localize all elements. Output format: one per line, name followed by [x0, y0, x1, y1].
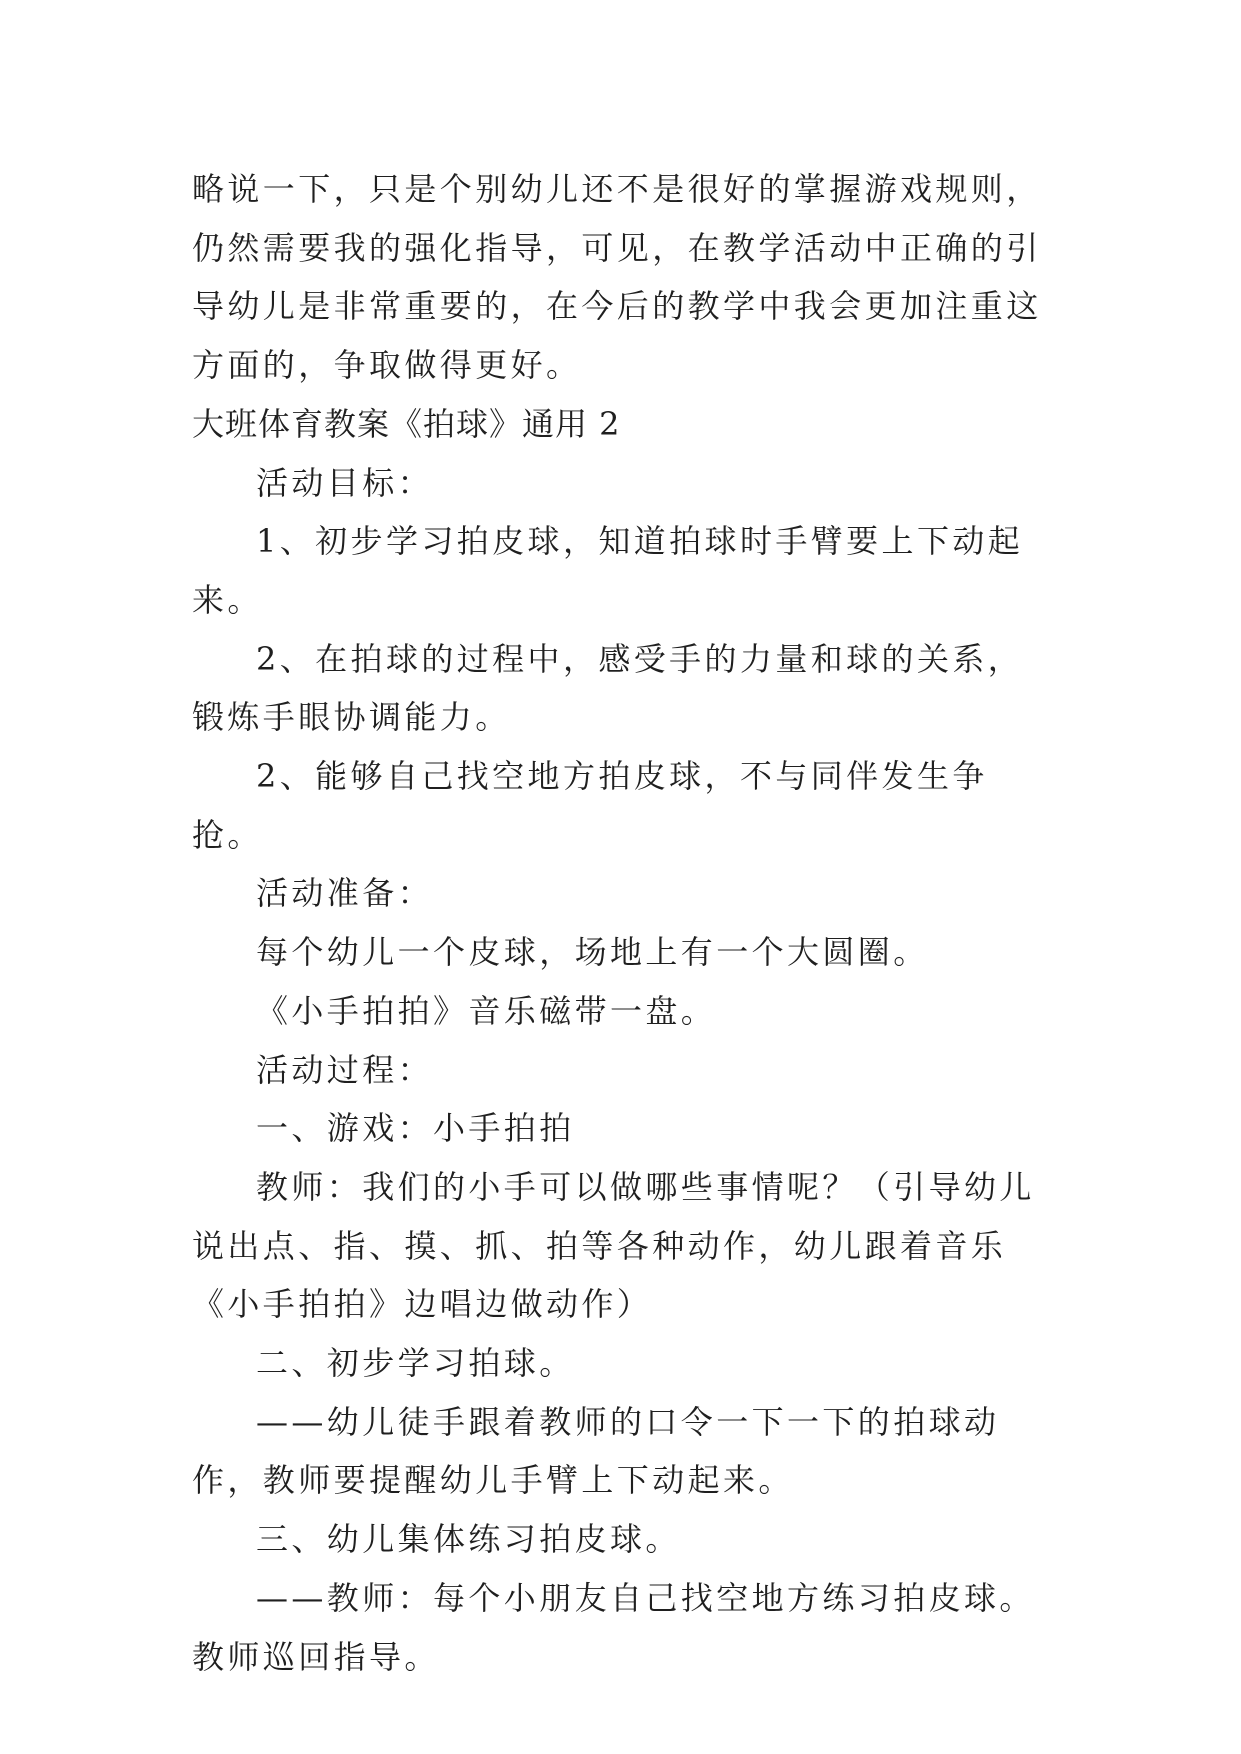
heading-activity-preparation: 活动准备：	[256, 874, 434, 913]
goal-item-1: 1、初步学习拍皮球，知道拍球时手臂要上下动起来。	[192, 522, 1024, 619]
heading-activity-goals: 活动目标：	[256, 463, 434, 502]
document-body	[192, 160, 1054, 1686]
process-step-2-detail: ——幼儿徒手跟着教师的口令一下一下的拍球动作，教师要提醒幼儿手臂上下动起来。	[192, 1402, 1000, 1500]
preparation-item-2: 《小手拍拍》音乐磁带一盘。	[256, 991, 717, 1030]
section-title: 大班体育教案《拍球》通用 2	[192, 404, 621, 443]
process-step-2-title: 二、初步学习拍球。	[256, 1344, 575, 1383]
preparation-item-1: 每个幼儿一个皮球，场地上有一个大圆圈。	[256, 933, 929, 972]
process-step-3-detail: ——教师：每个小朋友自己找空地方练习拍皮球。教师巡回指导。	[192, 1578, 1035, 1676]
heading-activity-process: 活动过程：	[256, 1050, 434, 1089]
process-step-1-title: 一、游戏：小手拍拍	[256, 1109, 575, 1148]
paragraph-reflection: 略说一下，只是个别幼儿还不是很好的掌握游戏规则，仍然需要我的强化指导，可见，在教学活动中正确的引导幼儿是非常重要的，在今后的教学中我会更加注重这方面的，争取做得更好。	[192, 170, 1042, 385]
goal-item-2: 2、在拍球的过程中，感受手的力量和球的关系，锻炼手眼协调能力。	[192, 639, 1024, 737]
goal-item-3: 2、能够自己找空地方拍皮球，不与同伴发生争抢。	[192, 757, 988, 854]
process-step-1-detail: 教师：我们的小手可以做哪些事情呢？（引导幼儿说出点、指、摸、抓、拍等各种动作，幼儿跟着音乐《小手拍拍》边唱边做动作）	[192, 1167, 1035, 1324]
process-step-3-title: 三、幼儿集体练习拍皮球。	[256, 1520, 681, 1559]
